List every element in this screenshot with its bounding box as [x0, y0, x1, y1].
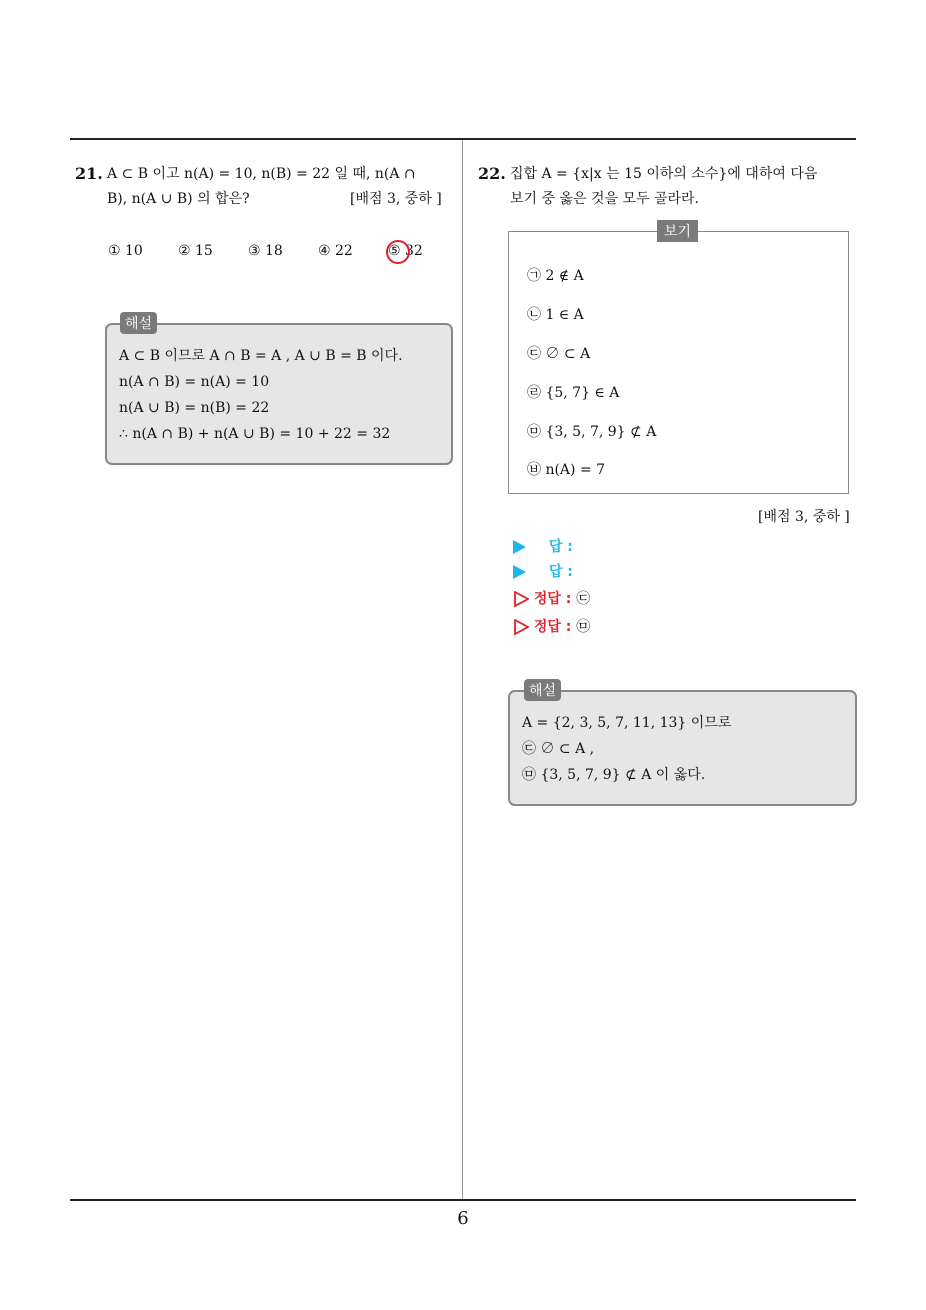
selected-answer-circle: [386, 240, 410, 264]
bottom-rule: [70, 1199, 856, 1201]
correct-row-1: [513, 588, 590, 608]
bogi-item-4: ㉣ {5, 7} ∈ A: [527, 385, 620, 401]
q21-line1: A ⊂ B 이고 n(A) = 10, n(B) = 22 일 때, n(A ∩: [107, 166, 416, 182]
q22-line1: 집합 A = {x|x 는 15 이하의 소수}에 대하여 다음: [510, 166, 818, 182]
q21-choice-2[interactable]: ② 15: [178, 243, 213, 259]
q21-choice-1[interactable]: ① 10: [108, 243, 143, 259]
correct-value-2: ㉤: [576, 619, 591, 635]
bogi-box: [508, 231, 849, 494]
q21-number: 21.: [75, 164, 103, 183]
q22-exp-line-2: ㉢ ∅ ⊂ A ,: [522, 741, 595, 757]
q21-explanation-tag: 해설: [120, 312, 157, 334]
correct-label-2: 정답 :: [533, 619, 572, 635]
bogi-item-6: ㉥ n(A) = 7: [527, 462, 606, 478]
q21-choice-5[interactable]: ⑤ 32: [388, 243, 423, 259]
q21-choice-3[interactable]: ③ 18: [248, 243, 283, 259]
bogi-item-1: ㉠ 2 ∉ A: [527, 268, 584, 284]
correct-label-1: 정답 :: [533, 591, 572, 607]
q21-score: [배점 3, 중하 ]: [350, 191, 442, 207]
answer-label-1: 답 :: [548, 539, 573, 555]
q22-exp-line-1: A = {2, 3, 5, 7, 11, 13} 이므로: [522, 715, 732, 731]
bogi-item-5: ㉤ {3, 5, 7, 9} ⊄ A: [527, 424, 657, 440]
q21-exp-line-3: n(A ∪ B) = n(B) = 22: [119, 400, 270, 416]
answer-row-1: [513, 536, 573, 556]
q22-exp-line-3: ㉤ {3, 5, 7, 9} ⊄ A 이 옳다.: [522, 767, 706, 783]
q22-explanation-box: [508, 690, 857, 806]
q21-exp-line-2: n(A ∩ B) = n(A) = 10: [119, 374, 270, 390]
column-divider: [462, 140, 463, 1200]
q22-line2: 보기 중 옳은 것을 모두 골라라.: [510, 191, 699, 207]
correct-value-1: ㉢: [576, 591, 591, 607]
q22-number: 22.: [478, 164, 506, 183]
answer-row-2: [513, 561, 573, 581]
play-outline-icon: [513, 591, 529, 607]
correct-row-2: [513, 616, 590, 636]
play-icon: [513, 540, 526, 554]
bogi-item-3: ㉢ ∅ ⊂ A: [527, 346, 591, 362]
play-outline-icon: [513, 619, 529, 635]
bogi-tag: 보기: [657, 220, 698, 242]
q21-explanation-box: [105, 323, 453, 465]
answer-label-2: 답 :: [548, 564, 573, 580]
q21-exp-line-4: ∴ n(A ∩ B) + n(A ∪ B) = 10 + 22 = 32: [119, 426, 391, 442]
q22-score: [배점 3, 중하 ]: [758, 509, 850, 525]
page-number: 6: [457, 1208, 469, 1229]
q22-explanation-tag: 해설: [524, 679, 561, 701]
q21-choice-4[interactable]: ④ 22: [318, 243, 353, 259]
q21-exp-line-1: A ⊂ B 이므로 A ∩ B = A , A ∪ B = B 이다.: [119, 348, 403, 364]
play-icon: [513, 565, 526, 579]
top-rule: [70, 138, 856, 140]
bogi-item-2: ㉡ 1 ∈ A: [527, 307, 584, 323]
q21-line2: B), n(A ∪ B) 의 합은?: [107, 191, 250, 207]
